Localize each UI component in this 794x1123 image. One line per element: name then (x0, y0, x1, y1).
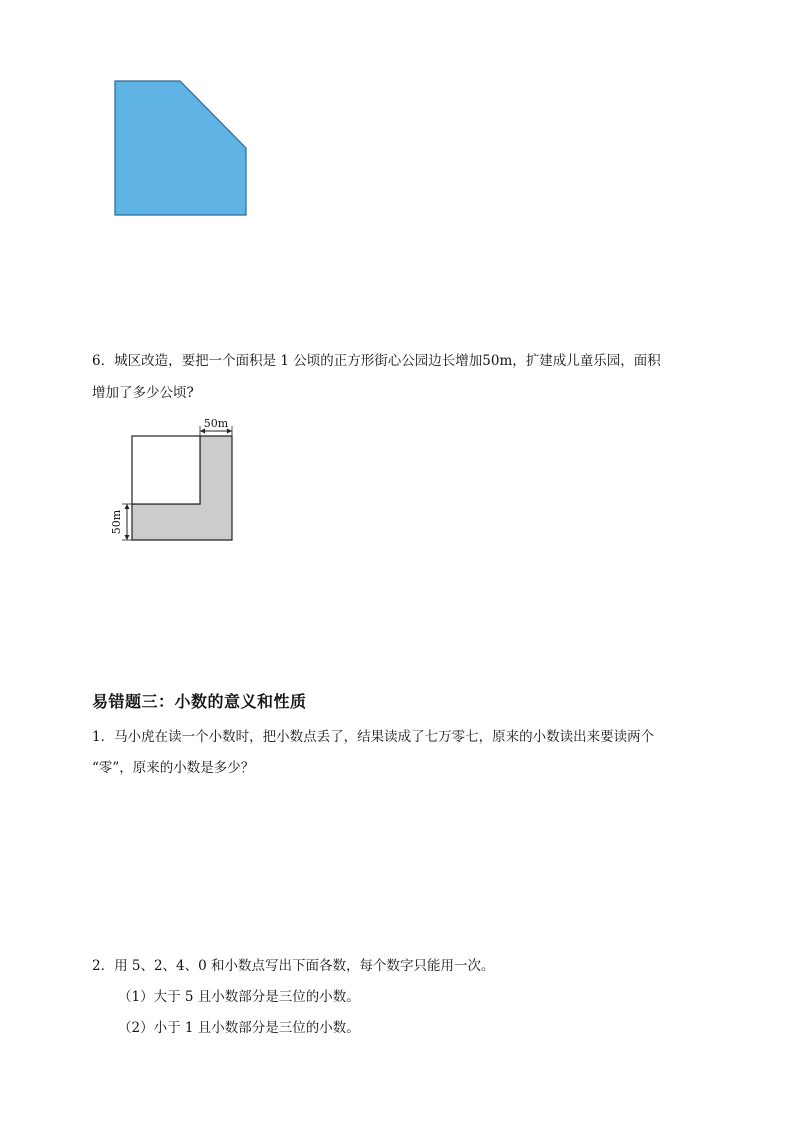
cut-corner-square-shape (112, 79, 252, 219)
original-square (132, 436, 200, 504)
park-expansion-diagram (108, 414, 238, 544)
park-expansion-svg (108, 414, 238, 544)
question6-line1: 6．城区改造，要把一个面积是 1 公顷的正方形街心公园边长增加50m，扩建成儿童乐园，面积 (92, 353, 661, 369)
question1-line1: 1．马小虎在读一个小数时，把小数点丢了，结果读成了七万零七，原来的小数读出来要读两个 (92, 729, 655, 745)
left-arrow-bottom (125, 535, 130, 540)
section-title: 易错题三：小数的意义和性质 (92, 692, 307, 711)
question1-line2: “零”，原来的小数是多少？ (92, 760, 255, 776)
question2-sub2: （2）小于 1 且小数部分是三位的小数。 (118, 1020, 360, 1036)
cut-corner-polygon (115, 81, 246, 215)
left-dimension-label: 50m (110, 509, 123, 535)
top-dimension-label: 50m (203, 417, 229, 430)
left-arrow-top (125, 504, 130, 509)
question2-sub1: （1）大于 5 且小数部分是三位的小数。 (118, 989, 360, 1005)
question6-line2: 增加了多少公顷? (92, 385, 194, 401)
question2-line1: 2．用 5、2、4、0 和小数点写出下面各数，每个数字只能用一次。 (92, 958, 495, 974)
cut-corner-square-figure (112, 79, 252, 219)
